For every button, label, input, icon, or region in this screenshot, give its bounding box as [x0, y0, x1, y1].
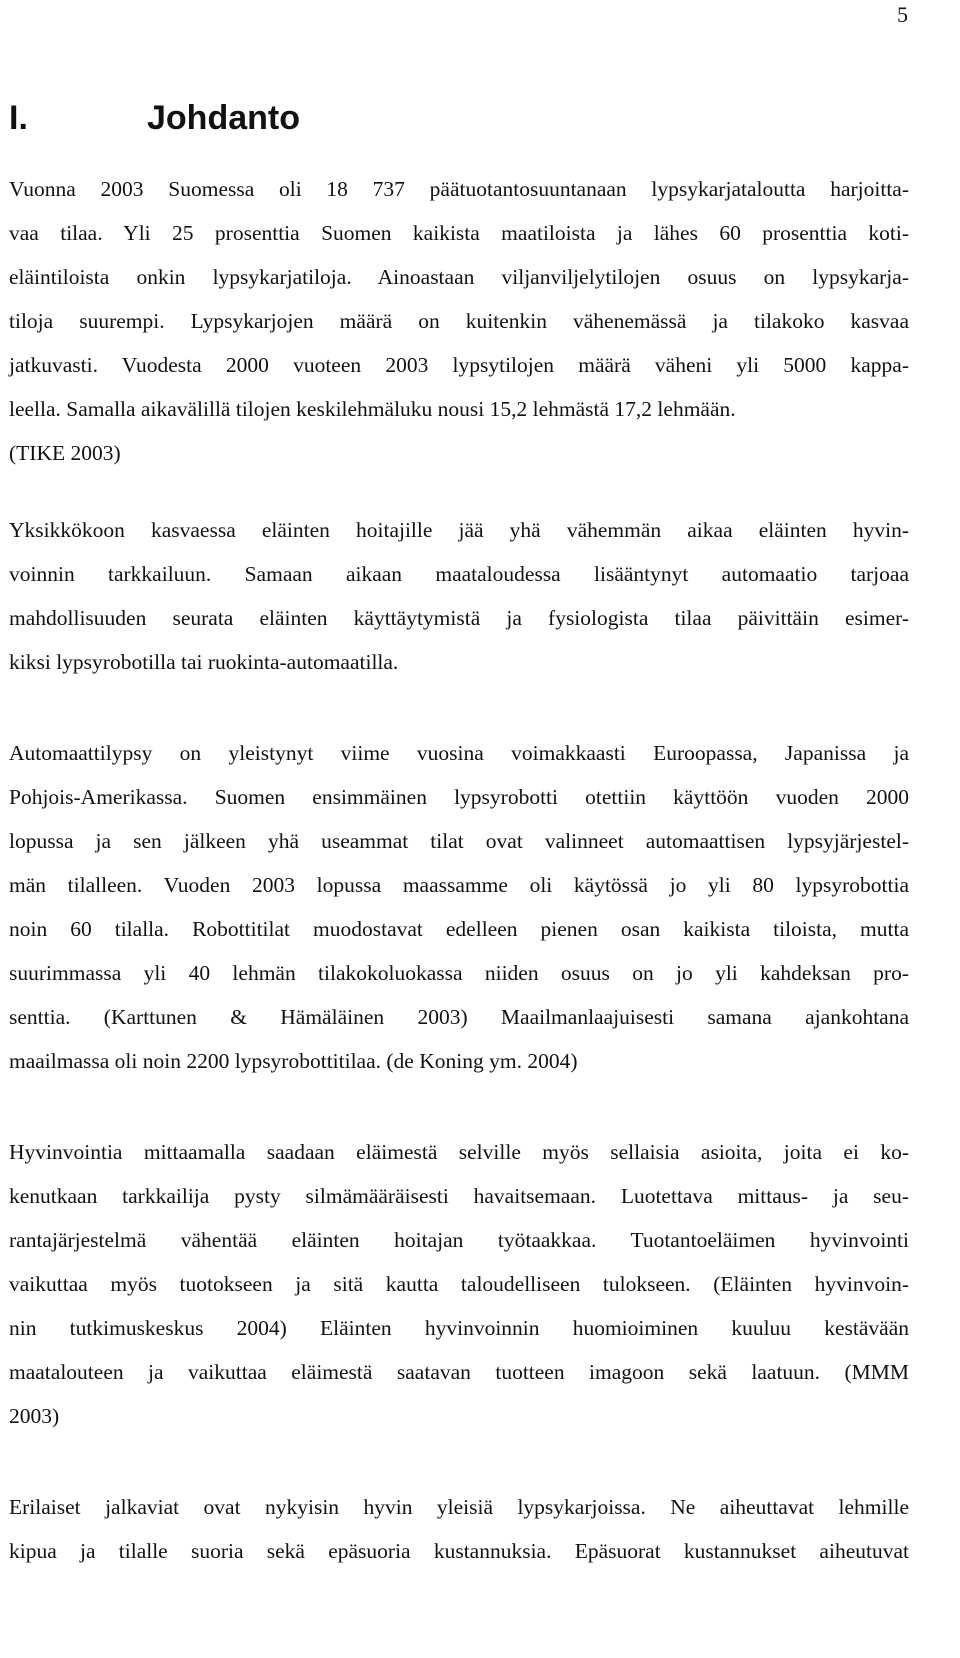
text-line: maatalouteen ja vaikuttaa eläimestä saatavan tuotteen imagoon sekä laatuun. (MMM [9, 1360, 909, 1384]
text-line: Hyvinvointia mittaamalla saadaan eläimestä selville myös sellaisia asioita, joita ei ko- [9, 1140, 909, 1164]
text-line: (TIKE 2003) [9, 441, 121, 465]
text-line: Pohjois-Amerikassa. Suomen ensimmäinen lypsyrobotti otettiin käyttöön vuoden 2000 [9, 785, 909, 809]
page-number: 5 [897, 2, 908, 27]
text-line: 2003) [9, 1404, 60, 1428]
text-line: kenutkaan tarkkailija pysty silmämääräisesti havaitsemaan. Luotettava mittaus- ja seu- [9, 1184, 909, 1208]
text-line: jatkuvasti. Vuodesta 2000 vuoteen 2003 lypsytilojen määrä väheni yli 5000 kappa- [9, 353, 909, 377]
text-line: rantajärjestelmä vähentää eläinten hoitajan työtaakkaa. Tuotantoeläimen hyvinvointi [9, 1228, 909, 1252]
text-line: leella. Samalla aikavälillä tilojen keskilehmäluku nousi 15,2 lehmästä 17,2 lehmään. [9, 397, 736, 421]
chapter-title: Johdanto [147, 99, 300, 137]
text-line: lopussa ja sen jälkeen yhä useammat tilat ovat valinneet automaattisen lypsyjärjestel- [9, 829, 909, 853]
chapter-number: I. [9, 99, 28, 137]
text-line: noin 60 tilalla. Robottitilat muodostavat edelleen pienen osan kaikista tiloista, mutta [9, 917, 909, 941]
text-line: vaa tilaa. Yli 25 prosenttia Suomen kaikista maatiloista ja lähes 60 prosenttia koti- [9, 221, 909, 245]
text-line: kipua ja tilalle suoria sekä epäsuoria kustannuksia. Epäsuorat kustannukset aiheutuvat [9, 1539, 909, 1563]
text-line: voinnin tarkkailuun. Samaan aikaan maataloudessa lisääntynyt automaatio tarjoaa [9, 562, 909, 586]
text-line: maailmassa oli noin 2200 lypsyrobottitilaa. (de Koning ym. 2004) [9, 1049, 578, 1073]
text-line: Yksikkökoon kasvaessa eläinten hoitajille jää yhä vähemmän aikaa eläinten hyvin- [9, 518, 909, 542]
text-line: eläintiloista onkin lypsykarjatiloja. Ainoastaan viljanviljelytilojen osuus on lypsykarja- [9, 265, 909, 289]
text-line: Erilaiset jalkaviat ovat nykyisin hyvin yleisiä lypsykarjoissa. Ne aiheuttavat lehmille [9, 1495, 909, 1519]
text-line: mahdollisuuden seurata eläinten käyttäytymistä ja fysiologista tilaa päivittäin esimer- [9, 606, 909, 630]
text-line: Automaattilypsy on yleistynyt viime vuosina voimakkaasti Euroopassa, Japanissa ja [9, 741, 909, 765]
text-line: Vuonna 2003 Suomessa oli 18 737 päätuotantosuuntanaan lypsykarjataloutta harjoitta- [9, 177, 909, 201]
text-line: vaikuttaa myös tuotokseen ja sitä kautta taloudelliseen tulokseen. (Eläinten hyvinvoin- [9, 1272, 909, 1296]
chapter-heading [9, 98, 300, 138]
text-line: suurimmassa yli 40 lehmän tilakokoluokassa niiden osuus on jo yli kahdeksan pro- [9, 961, 909, 985]
text-line: män tilalleen. Vuoden 2003 lopussa maassamme oli käytössä jo yli 80 lypsyrobottia [9, 873, 909, 897]
text-line: kiksi lypsyrobotilla tai ruokinta-automaatilla. [9, 650, 399, 674]
text-line: senttia. (Karttunen & Hämäläinen 2003) Maailmanlaajuisesti samana ajankohtana [9, 1005, 909, 1029]
text-line: tiloja suurempi. Lypsykarjojen määrä on kuitenkin vähenemässä ja tilakoko kasvaa [9, 309, 909, 333]
text-line: nin tutkimuskeskus 2004) Eläinten hyvinvoinnin huomioiminen kuuluu kestävään [9, 1316, 909, 1340]
